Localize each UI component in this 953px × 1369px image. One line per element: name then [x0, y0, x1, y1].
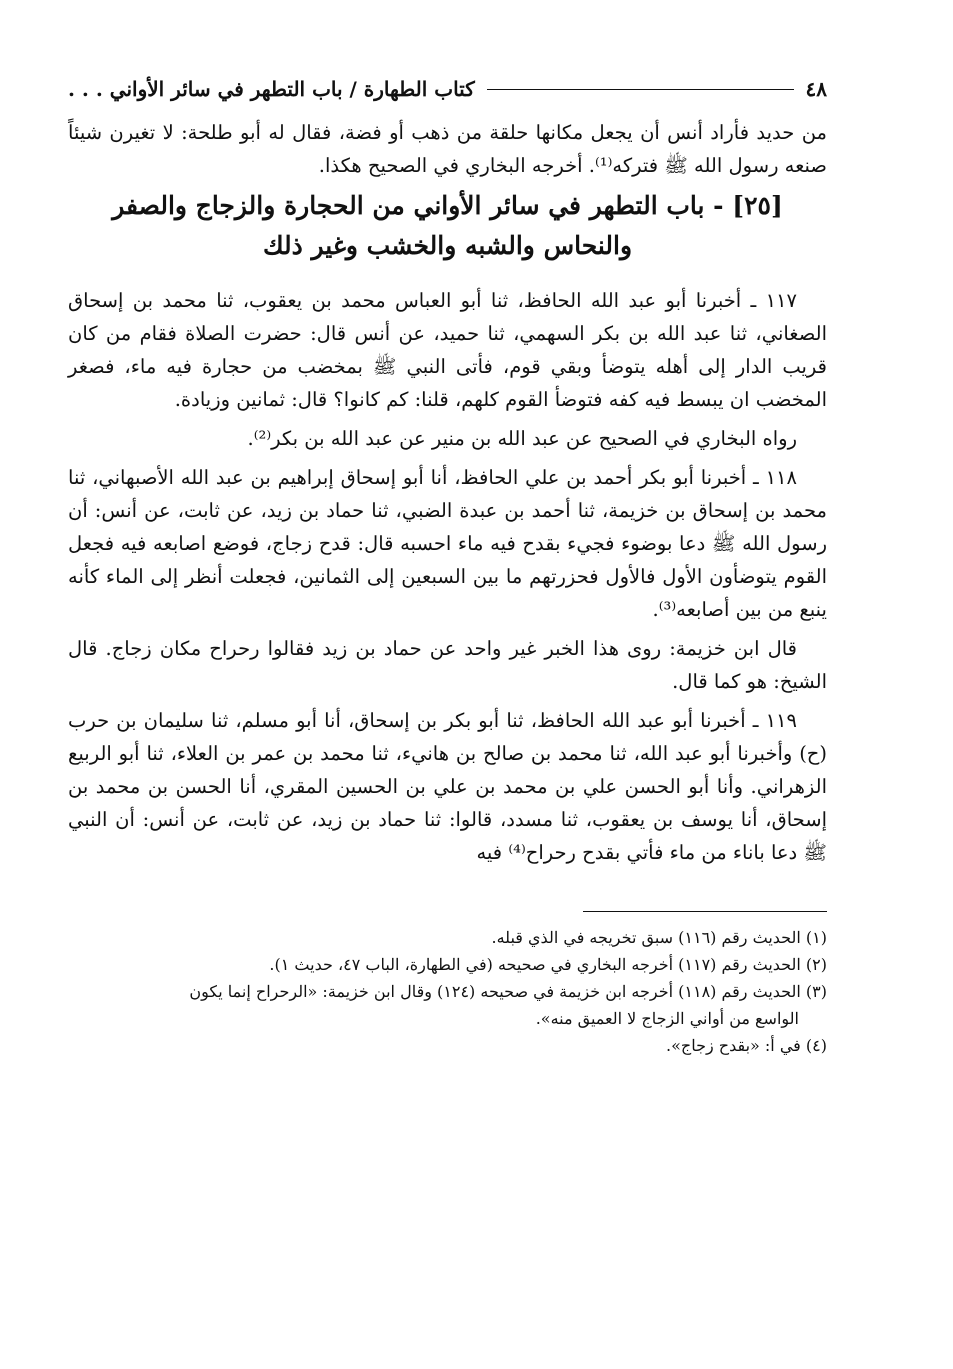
hadith-117: ١١٧ ـ أخبرنا أبو عبد الله الحافظ، ثنا أبو العباس محمد بن يعقوب، ثنا محمد بن إسحاق الصغاني، ثنا عبد الله بن بكر السهمي، ثنا حميد، عن أنس قال: حضرت الصلاة فقام من كان قريب الدار إلى أهله يتوضأ وبقي قوم، فأتى النبي ﷺ بمخضب من حجارة فيه ماء، فصغر المخضب ان يبسط فيه كفه فتوضأ القوم كلهم، قلنا: كم كانوا؟ قال: ثمانين وزيادة. [68, 289, 827, 411]
hadith-117-source: رواه البخاري في الصحيح عن عبد الله بن منير عن عبد الله بن بكر⁽²⁾. [247, 427, 797, 450]
intro-paragraph: من حديد فأراد أنس أن يجعل مكانها حلقة من ذهب أو فضة، فقال له أبو طلحة: لا تغيرن شيئاً صنعه رسول الله ﷺ فتركه⁽¹⁾. أخرجه البخاري في الصحيح هكذا. [68, 121, 827, 177]
hadith-118: ١١٨ ـ أخبرنا أبو بكر أحمد بن علي الحافظ، أنا أبو إسحاق إبراهيم بن عبد الله الأصبهاني، ثنا محمد بن إسحاق بن خزيمة، ثنا أحمد بن عبدة الضبي، ثنا حماد بن زيد، عن ثابت، عن أنس: أن رسول الله ﷺ دعا بوضوء فجيء بقدح فيه ماء احسبه قال: قدح زجاج، فوضع اصابعه فيه فجعل القوم يتوضأون الأول فالأول فحزرتهم ما بين السبعين إلى الثمانين، فجعلت أنظر إلى الماء كأنه ينبع من بين أصابعه⁽³⁾. [68, 466, 827, 621]
hadith-119: ١١٩ ـ أخبرنا أبو عبد الله الحافظ، ثنا أبو بكر بن إسحاق، أنا أبو مسلم، ثنا سليمان بن حرب (ح) وأخبرنا أبو عبد الله، ثنا محمد بن صالح بن هانيء، ثنا محمد بن عمر بن العلاء، ثنا أبو الربيع الزهراني. وأنا أبو الحسن علي بن محمد بن علي بن الحسين المقري، أنا الحسن بن محمد بن إسحاق، أنا يوسف بن يعقوب، ثنا مسدد، قالوا: ثنا حماد بن زيد، عن ثابت، عن أنس: أن النبي ﷺ دعا باناء من ماء فأتي بقدح رحراح⁽⁴⁾ فيه [68, 709, 827, 864]
footnote-3-continued [68, 1005, 827, 1032]
footnote-3-line-2: الواسع من أواني الزجاج لا العميق منه». [535, 1009, 799, 1028]
running-title: كتاب الطهارة / باب التطهر في سائر الأواني . . . [68, 77, 475, 101]
hadith-118-note: قال ابن خزيمة: روى هذا الخبر غير واحد عن حماد بن زيد فقالوا رحراح مكان زجاج. قال الشيخ: هو كما قال. [68, 637, 827, 693]
footnotes [68, 924, 827, 1059]
footnote-rule [583, 911, 827, 912]
header-rule [487, 89, 794, 90]
footnote-1: (١) الحديث رقم (١١٦) سبق تخريجه في الذي قبله. [491, 928, 827, 947]
footnote-4: (٤) في أ: «بقدح زجاج». [665, 1036, 827, 1055]
footnote-3: (٣) الحديث رقم (١١٨) أخرجه ابن خزيمة في صحيحه (١٢٤) وقال ابن خزيمة: «الرحراح إنما يكون [189, 982, 827, 1001]
footnote-2: (٢) الحديث رقم (١١٧) أخرجه البخاري في صحيحه (في الطهارة، الباب ٤٧، حديث ١). [269, 955, 827, 974]
page-number: ٤٨ [805, 77, 827, 101]
running-header [68, 68, 827, 110]
chapter-title: [٢٥] - باب التطهر في سائر الأواني من الحجارة والزجاج والصفر والنحاس والشبه والخشب وغير ذلك [112, 191, 783, 260]
page [68, 68, 827, 1369]
